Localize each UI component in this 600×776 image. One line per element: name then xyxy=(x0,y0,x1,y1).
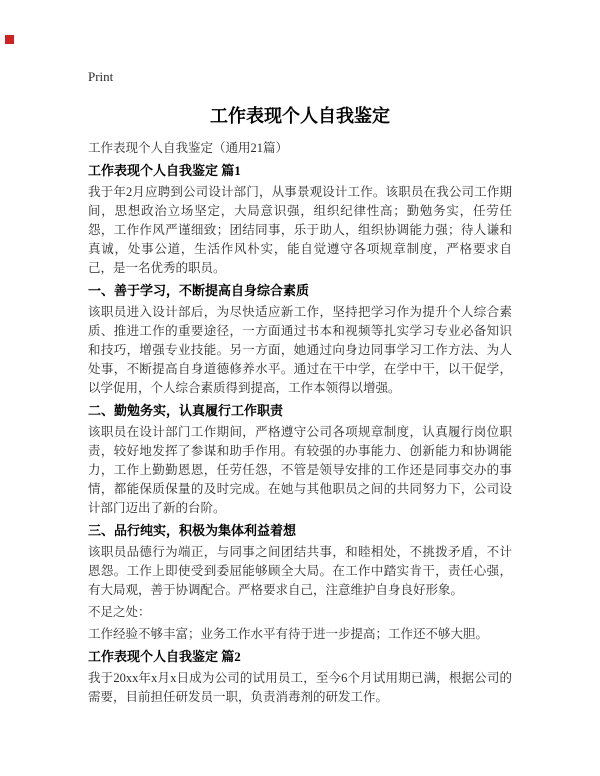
section-heading: 三、品行纯实，积极为集体利益着想 xyxy=(88,523,297,538)
paragraph: 工作经验不够丰富；业务工作水平有待于进一步提高；工作还不够大胆。 xyxy=(88,627,489,641)
paragraph: 我于20xx年x月x日成为公司的试用员工，至今6个月试用期已满，根据公司的需要，目前担任研发员一职，负责消毒剂的研发工作。 xyxy=(88,671,512,704)
paragraph: 我于年2月应聘到公司设计部门，从事景观设计工作。该职员在我公司工作期间，思想政治立场坚定，大局意识强，组织纪律性高；勤勉务实，任劳任怨，工作作风严谨细致；团结同事，乐于助人，组织协调能力强；待人谦和真诚，处事公道，生活作风朴实，能自觉遵守各项规章制度，严格要求自己，是一名优秀的职员。 xyxy=(88,185,512,275)
section-heading: 二、勤勉务实，认真履行工作职责 xyxy=(88,403,284,418)
paragraph: 该职员进入设计部后，为尽快适应新工作，坚持把学习作为提升个人综合素质、推进工作的重要途径，一方面通过书本和视频等扎实学习专业必备知识和技巧，增强专业技能。另一方面，她通过向身边同事学习工作方法、为人处事，不断提高自身道德修养水平。通过在干中学，在学中干，以干促学，以学促用，个人综合素质得到提高，工作本领得以增强。 xyxy=(88,305,512,395)
doc-subtitle: 工作表现个人自我鉴定（通用21篇） xyxy=(88,141,289,155)
red-square-marker xyxy=(5,35,14,44)
section-heading: 工作表现个人自我鉴定 篇1 xyxy=(88,163,241,178)
document-content xyxy=(88,96,512,710)
paragraph: 该职员在设计部门工作期间，严格遵守公司各项规章制度，认真履行岗位职责，较好地发挥了参谋和助手作用。有较强的办事能力、创新能力和协调能力，工作上勤勤恩恩，任劳任怨，不管是领导安排的工作还是同事交办的事情，都能保质保量的及时完成。在她与其他职员之间的共同努力下，公司设计部门迈出了新的台阶。 xyxy=(88,425,512,515)
section-heading: 一、善于学习，不断提高自身综合素质 xyxy=(88,283,310,298)
paragraph: 不足之处： xyxy=(88,605,151,619)
print-link[interactable]: Print xyxy=(88,69,114,84)
section-heading: 工作表现个人自我鉴定 篇2 xyxy=(88,649,241,664)
page-title: 工作表现个人自我鉴定 xyxy=(210,106,390,126)
paragraph: 该职员品德行为端正，与同事之间团结共事，和睦相处，不挑拨矛盾，不计恩怨。工作上即使受到委屈能够顾全大局。在工作中踏实肯干，责任心强，有大局观，善于协调配合。严格要求自己，注意维护自身良好形象。 xyxy=(88,545,512,597)
